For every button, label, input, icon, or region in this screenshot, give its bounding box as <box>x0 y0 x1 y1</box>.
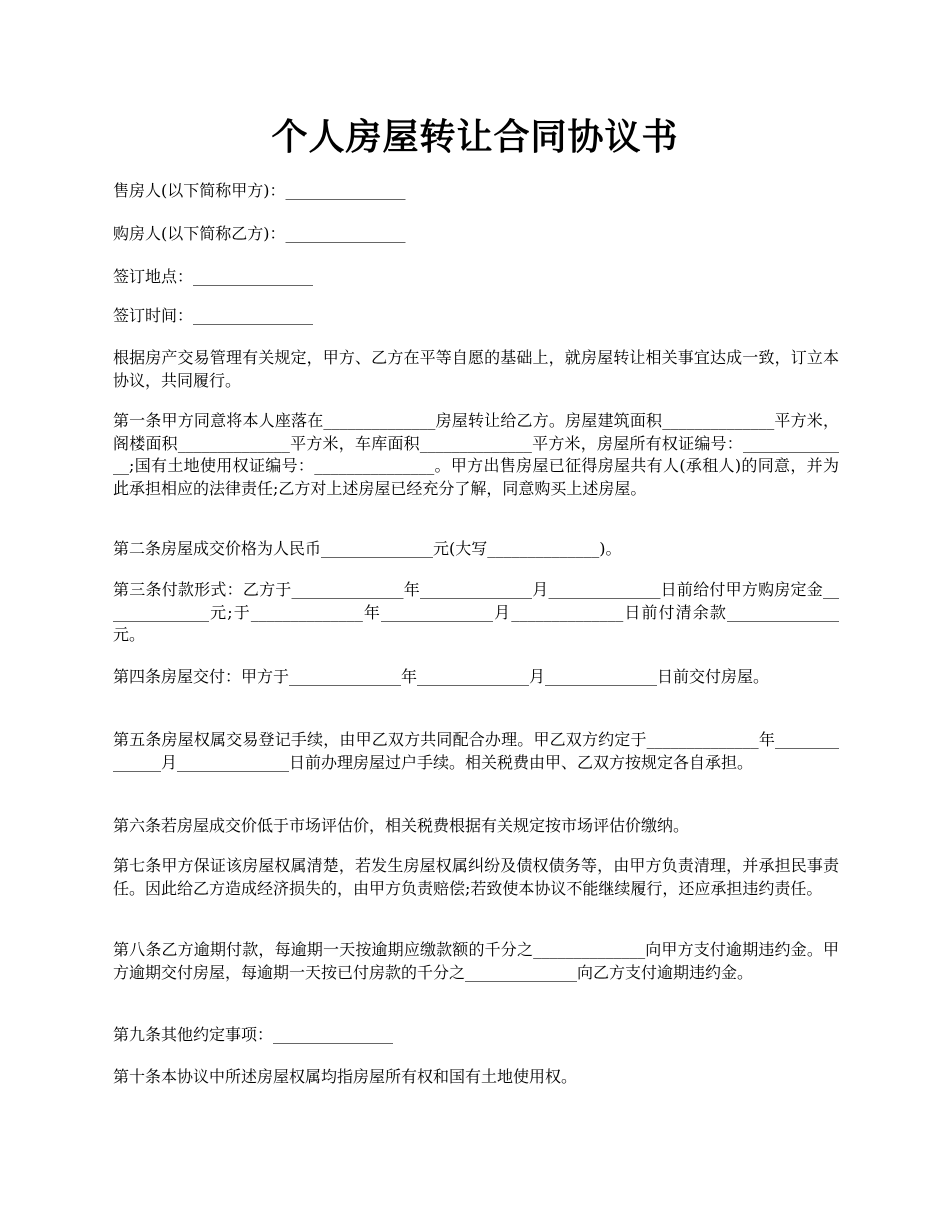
signing-place-line: 签订地点：_______________ <box>113 267 314 286</box>
article-2-paragraph: 第二条房屋成交价格为人民币______________元(大写______________)。 <box>113 539 622 558</box>
signing-time-line: 签订时间：_______________ <box>113 306 314 325</box>
article-4-paragraph: 第四条房屋交付：甲方于______________年______________月______________日前交付房屋。 <box>113 667 770 686</box>
article-1-paragraph: 第一条甲方同意将本人座落在______________房屋转让给乙方。房屋建筑面积______________平方米，阁楼面积______________平方米，车库面积______________平方米，房屋所有权证编号：______________;国有土地使用权证编号：_______________。甲方出售房屋已征得房屋共有人(承租人)的同意，并为此承担相应的法律责任;乙方对上述房屋已经充分了解，同意购买上述房屋。 <box>113 411 839 498</box>
article-5-paragraph: 第五条房屋权属交易登记手续，由甲乙双方共同配合办理。甲乙双方约定于______________年______________月______________日前办理房屋过户手续。相关税费由甲、乙双方按规定各自承担。 <box>113 730 839 772</box>
article-7-paragraph: 第七条甲方保证该房屋权属清楚，若发生房屋权属纠纷及债权债务等，由甲方负责清理，并承担民事责任。因此给乙方造成经济损失的，由甲方负责赔偿;若致使本协议不能继续履行，还应承担违约责任。 <box>113 856 839 898</box>
buyer-line: 购房人(以下简称乙方)：_______________ <box>113 224 406 243</box>
article-6-paragraph: 第六条若房屋成交价低于市场评估价，相关税费根据有关规定按市场评估价缴纳。 <box>113 816 690 835</box>
seller-line: 售房人(以下简称甲方)：_______________ <box>113 181 406 200</box>
article-10-paragraph: 第十条本协议中所述房屋权属均指房屋所有权和国有土地使用权。 <box>113 1067 578 1086</box>
article-9-paragraph: 第九条其他约定事项：_______________ <box>113 1025 394 1044</box>
article-8-paragraph: 第八条乙方逾期付款，每逾期一天按逾期应缴款额的千分之______________向甲方支付逾期违约金。甲方逾期交付房屋，每逾期一天按已付房款的千分之______________向乙方支付逾期违约金。 <box>113 940 839 982</box>
document-title: 个人房屋转让合同协议书 <box>271 116 679 158</box>
article-3-paragraph: 第三条付款形式：乙方于______________年______________月______________日前给付甲方购房定金______________元;于______________年______________月______________日前付清余款______________元。 <box>113 580 839 644</box>
preamble-paragraph: 根据房产交易管理有关规定，甲方、乙方在平等自愿的基础上，就房屋转让相关事宜达成一致，订立本协议，共同履行。 <box>113 348 839 390</box>
